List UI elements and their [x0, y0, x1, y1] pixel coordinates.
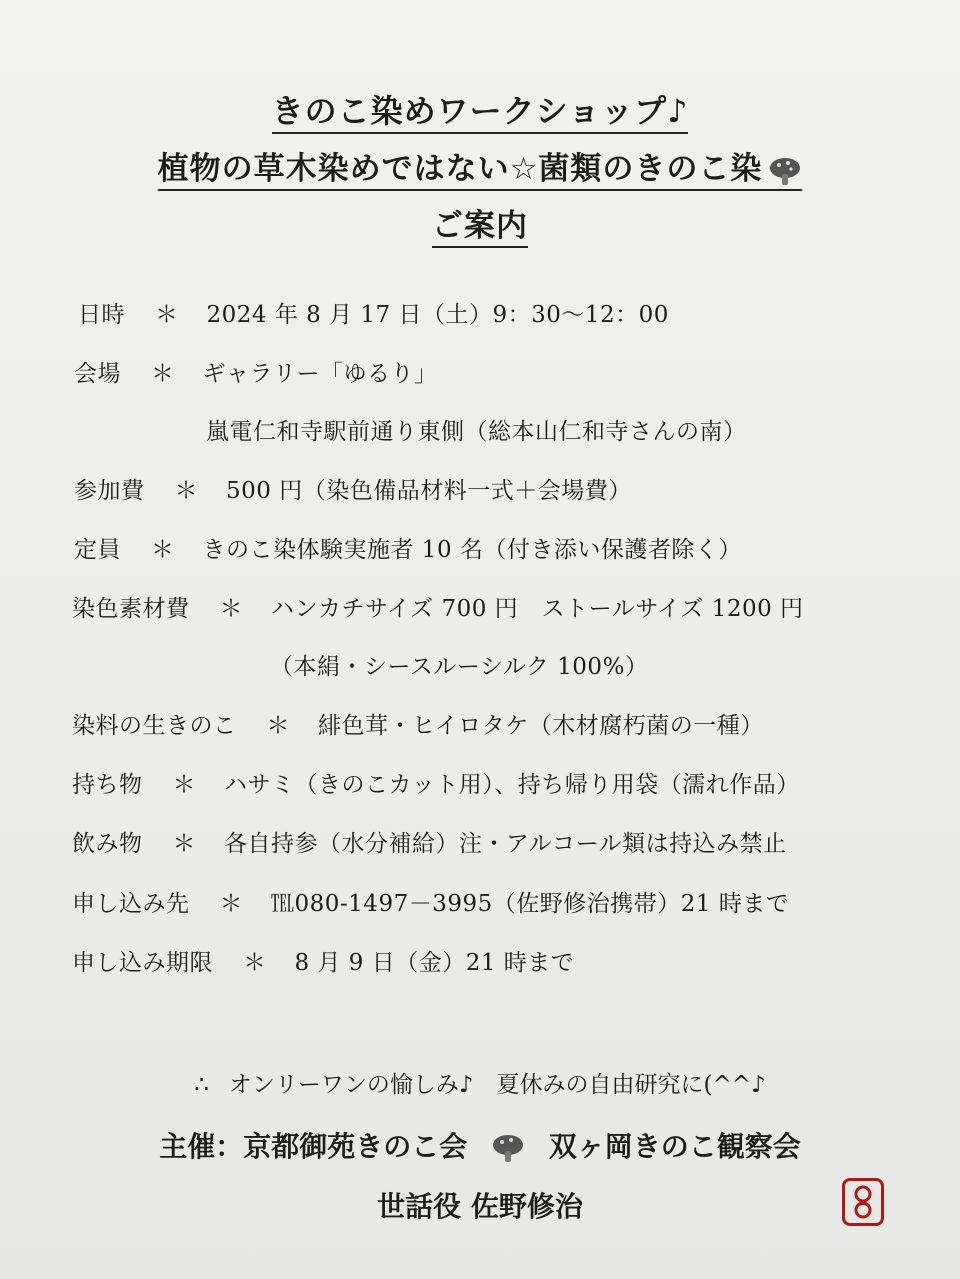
footer-caretaker: 世話役 佐野修治	[377, 1190, 583, 1223]
detail-row-deadline: 申し込み期限 ＊ 8 月 9 日（金）21 時まで	[72, 950, 575, 976]
footer-tagline: ∴ オンリーワンの愉しみ♪ 夏休みの自由研究に(^^♪	[194, 1072, 766, 1098]
detail-row-drinks: 飲み物 ＊ 各自持参（水分補給）注・アルコール類は持込み禁止	[72, 831, 787, 857]
mushroom-icon	[491, 1132, 525, 1164]
detail-row-capacity: 定員 ＊ きのこ染体験実施者 10 名（付き添い保護者除く）	[74, 537, 742, 563]
title-line-2: 植物の草木染めではない☆菌類のきのこ染	[0, 143, 960, 188]
detail-row-fee: 参加費 ＊ 500 円（染色備品材料一式＋会場費）	[74, 478, 632, 504]
detail-row-venue-address: 嵐電仁和寺駅前通り東側（総本山仁和寺さんの南）	[206, 419, 747, 445]
detail-row-contact: 申し込み先 ＊ ℡080-1497－3995（佐野修治携帯）21 時まで	[72, 891, 790, 917]
mushroom-icon	[768, 155, 802, 187]
detail-row-material-note: （本絹・シースルーシルク 100%）	[270, 654, 649, 680]
detail-row-venue: 会場 ＊ ギャラリー「ゆるり」	[74, 361, 438, 387]
seal-stamp-icon	[842, 1178, 884, 1226]
detail-row-datetime: 日時 ＊ 2024 年 8 月 17 日（土）9：30〜12：00	[78, 302, 669, 328]
detail-row-dye-mushroom: 染料の生きのこ ＊ 緋色茸・ヒイロタケ（木材腐朽菌の一種）	[72, 713, 764, 739]
detail-row-belongings: 持ち物 ＊ ハサミ（きのこカット用）、持ち帰り用袋（濡れ作品）	[72, 772, 800, 798]
detail-row-material-fee: 染色素材費 ＊ ハンカチサイズ 700 円 ストールサイズ 1200 円	[72, 596, 804, 622]
title-line-3: ご案内	[0, 200, 960, 245]
footer-organizers: 主催：京都御苑きのこ会 双ヶ岡きのこ観察会	[159, 1130, 801, 1163]
title-line-1: きのこ染めワークショップ♪	[0, 86, 960, 132]
